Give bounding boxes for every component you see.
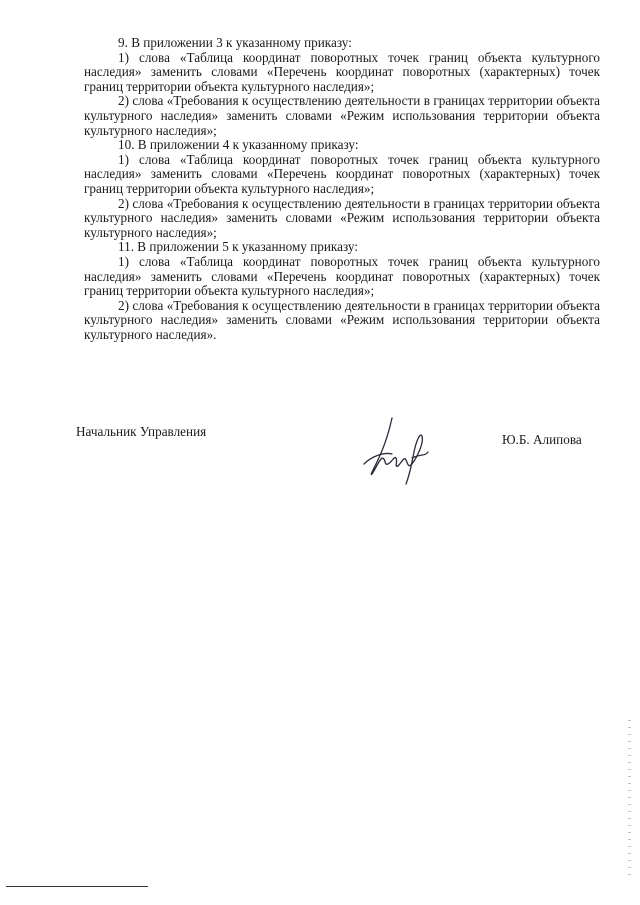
paragraph-item-10-1: 1) слова «Таблица координат поворотных точек границ объекта культурного наследия» заменить словами «Перечень координат поворотных (характерных) точек границ территории объекта культурного наследия»; bbox=[84, 151, 600, 196]
paragraph-item-11-heading: 11. В приложении 5 к указанному приказу: bbox=[118, 239, 358, 255]
paragraph-item-9-2: 2) слова «Требования к осуществлению деятельности в границах территории объекта культурного наследия» заменить словами «Режим использования территории объекта культурного наследия»; bbox=[84, 93, 600, 138]
signatory-name: Ю.Б. Алипова bbox=[502, 432, 582, 447]
paragraph-item-10-heading: 10. В приложении 4 к указанному приказу: bbox=[118, 137, 359, 153]
paragraph-item-9-1: 1) слова «Таблица координат поворотных точек границ объекта культурного наследия» заменить словами «Перечень координат поворотных (характерных) точек границ территории объекта культурного наследия»; bbox=[84, 49, 600, 94]
signatory-position: Начальник Управления bbox=[76, 424, 207, 439]
paragraph-item-9-heading: 9. В приложении 3 к указанному приказу: bbox=[118, 35, 352, 50]
paragraph-item-11-2: 2) слова «Требования к осуществлению деятельности в границах территории объекта культурного наследия» заменить словами «Режим использования территории объекта культурного наследия». bbox=[84, 297, 600, 342]
scan-edge-marks bbox=[628, 720, 631, 880]
document-body bbox=[84, 36, 600, 342]
handwritten-signature bbox=[362, 412, 444, 490]
paragraph-item-11-1: 1) слова «Таблица координат поворотных точек границ объекта культурного наследия» заменить словами «Перечень координат поворотных (характерных) точек границ территории объекта культурного наследия»; bbox=[84, 253, 600, 299]
footer-divider bbox=[6, 886, 148, 887]
paragraph-item-10-2: 2) слова «Требования к осуществлению деятельности в границах территории объекта культурного наследия» заменить словами «Режим использования территории объекта культурного наследия»; bbox=[84, 195, 600, 240]
